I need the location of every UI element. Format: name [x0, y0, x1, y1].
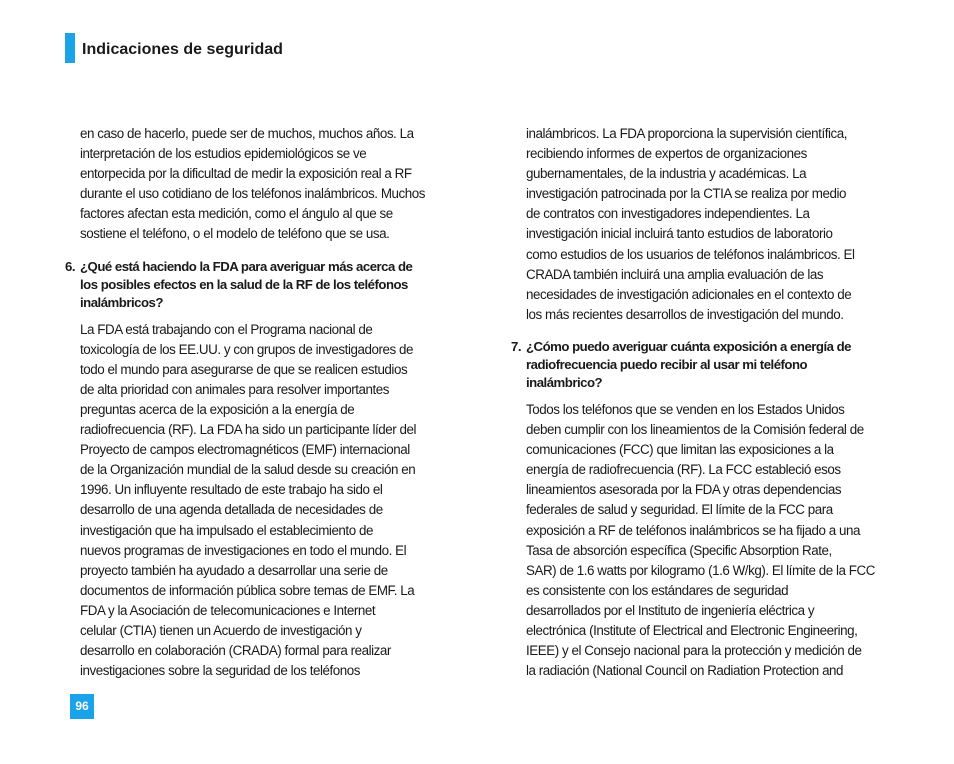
question-number: 7. [511, 338, 521, 354]
text-line: durante el uso cotidiano de los teléfonos inalámbricos. Muchos [80, 186, 426, 202]
question-line: los posibles efectos en la salud de la RF de los teléfonos [80, 276, 408, 292]
text-line: desarrollo en colaboración (CRADA) formal para realizar [80, 643, 391, 659]
text-line: investigación patrocinada por la CTIA se realiza por medio [526, 186, 847, 202]
text-line: en caso de hacerlo, puede ser de muchos, muchos años. La [80, 126, 414, 141]
text-line: Tasa de absorción específica (Specific Absorption Rate, [526, 542, 832, 558]
text-line: exposición a RF de teléfonos inalámbricos se ha fijado a una [526, 522, 861, 538]
text-line: los más recientes desarrollos de investigación del mundo. [526, 306, 844, 322]
text-line: celular (CTIA) tienen un Acuerdo de investigación y [80, 622, 362, 638]
text-line: federales de salud y seguridad. El límite de la FCC para [526, 502, 833, 518]
text-line: deben cumplir con los lineamientos de la Comisión federal de [526, 422, 864, 438]
text-line: entorpecida por la dificultad de medir la exposición real a RF [80, 166, 412, 182]
text-line: nuevos programas de investigaciones en todo el mundo. El [80, 542, 407, 558]
text-line: gubernamentales, de la industria y académicas. La [526, 166, 807, 182]
question-6-heading [65, 258, 470, 312]
question-line: ¿Cómo puedo averiguar cuánta exposición a energía de [526, 338, 852, 354]
text-line: CRADA también incluirá una amplia evaluación de las [526, 266, 824, 282]
question-7-heading [511, 338, 916, 392]
text-line: de contratos con investigadores independientes. La [526, 206, 810, 222]
question-line: ¿Qué está haciendo la FDA para averiguar más acerca de [80, 258, 413, 274]
text-line: proyecto también ha ayudado a desarrollar una serie de [80, 562, 388, 578]
text-line: factores afectan esta medición, como el ángulo al que se [80, 206, 393, 222]
text-line: documentos de información pública sobre temas de EMF. La [80, 582, 415, 598]
text-line: electrónica (Institute of Electrical and Electronic Engineering, [526, 622, 858, 638]
text-line: sostiene el teléfono, o el modelo de teléfono que se usa. [80, 226, 390, 242]
text-line: todo el mundo para asegurarse de que se realicen estudios [80, 361, 408, 377]
text-line: La FDA está trabajando con el Programa nacional de [80, 321, 373, 337]
text-line: FDA y la Asociación de telecomunicaciones e Internet [80, 602, 376, 618]
text-line: la radiación (National Council on Radiation Protection and [526, 663, 844, 679]
text-line: SAR) de 1.6 watts por kilogramo (1.6 W/kg). El límite de la FCC [526, 562, 875, 578]
text-line: 1996. Un influyente resultado de este trabajo ha sido el [80, 482, 383, 498]
page-number-badge: 96 [70, 694, 94, 719]
text-line: desarrollados por el Instituto de ingeniería eléctrica y [526, 602, 815, 618]
answer-7-paragraph [526, 400, 916, 681]
question-line: radiofrecuencia puedo recibir al usar mi teléfono [526, 356, 808, 372]
text-line: como estudios de los usuarios de teléfonos inalámbricos. El [526, 246, 855, 262]
text-line: lineamientos asesorada por la FDA y otras dependencias [526, 482, 842, 498]
page-title: Indicaciones de seguridad [82, 41, 283, 58]
right-intro-paragraph [526, 124, 916, 325]
text-line: comunicaciones (FCC) que limitan las exposiciones a la [526, 442, 834, 458]
text-line: toxicología de los EE.UU. y con grupos de investigadores de [80, 341, 413, 357]
question-number: 6. [65, 258, 75, 274]
text-line: Proyecto de campos electromagnéticos (EMF) internacional [80, 442, 410, 458]
text-line: energía de radiofrecuencia (RF). La FCC estableció esos [526, 462, 841, 478]
text-line: inalámbricos. La FDA proporciona la supervisión científica, [526, 126, 848, 141]
text-line: interpretación de los estudios epidemiológicos se ve [80, 146, 367, 162]
text-line: es consistente con los estándares de seguridad [526, 582, 789, 598]
answer-6-paragraph [80, 320, 470, 682]
text-line: de alta prioridad con animales para resolver importantes [80, 381, 389, 397]
right-column [511, 124, 916, 694]
header-accent-bar [65, 33, 75, 63]
left-intro-paragraph [80, 124, 470, 245]
text-line: IEEE) y el Consejo nacional para la protección y medición de [526, 643, 862, 659]
text-line: preguntas acerca de la exposición a la energía de [80, 401, 355, 417]
text-line: investigación que ha impulsado el establecimiento de [80, 522, 373, 538]
text-line: Todos los teléfonos que se venden en los Estados Unidos [526, 401, 845, 417]
left-column [65, 124, 470, 694]
text-line: investigación inicial incluirá tanto estudios de laboratorio [526, 226, 833, 242]
text-line: radiofrecuencia (RF). La FDA ha sido un participante líder del [80, 422, 417, 438]
text-line: de la Organización mundial de la salud desde su creación en [80, 462, 416, 478]
text-line: recibiendo informes de expertos de organizaciones [526, 146, 807, 162]
question-line: inalámbricos? [80, 294, 163, 310]
text-line: investigaciones sobre la seguridad de los teléfonos [80, 663, 361, 679]
question-line: inalámbrico? [526, 374, 603, 390]
text-line: necesidades de investigación adicionales en el contexto de [526, 286, 852, 302]
text-line: desarrollo de una agenda detallada de necesidades de [80, 502, 383, 518]
